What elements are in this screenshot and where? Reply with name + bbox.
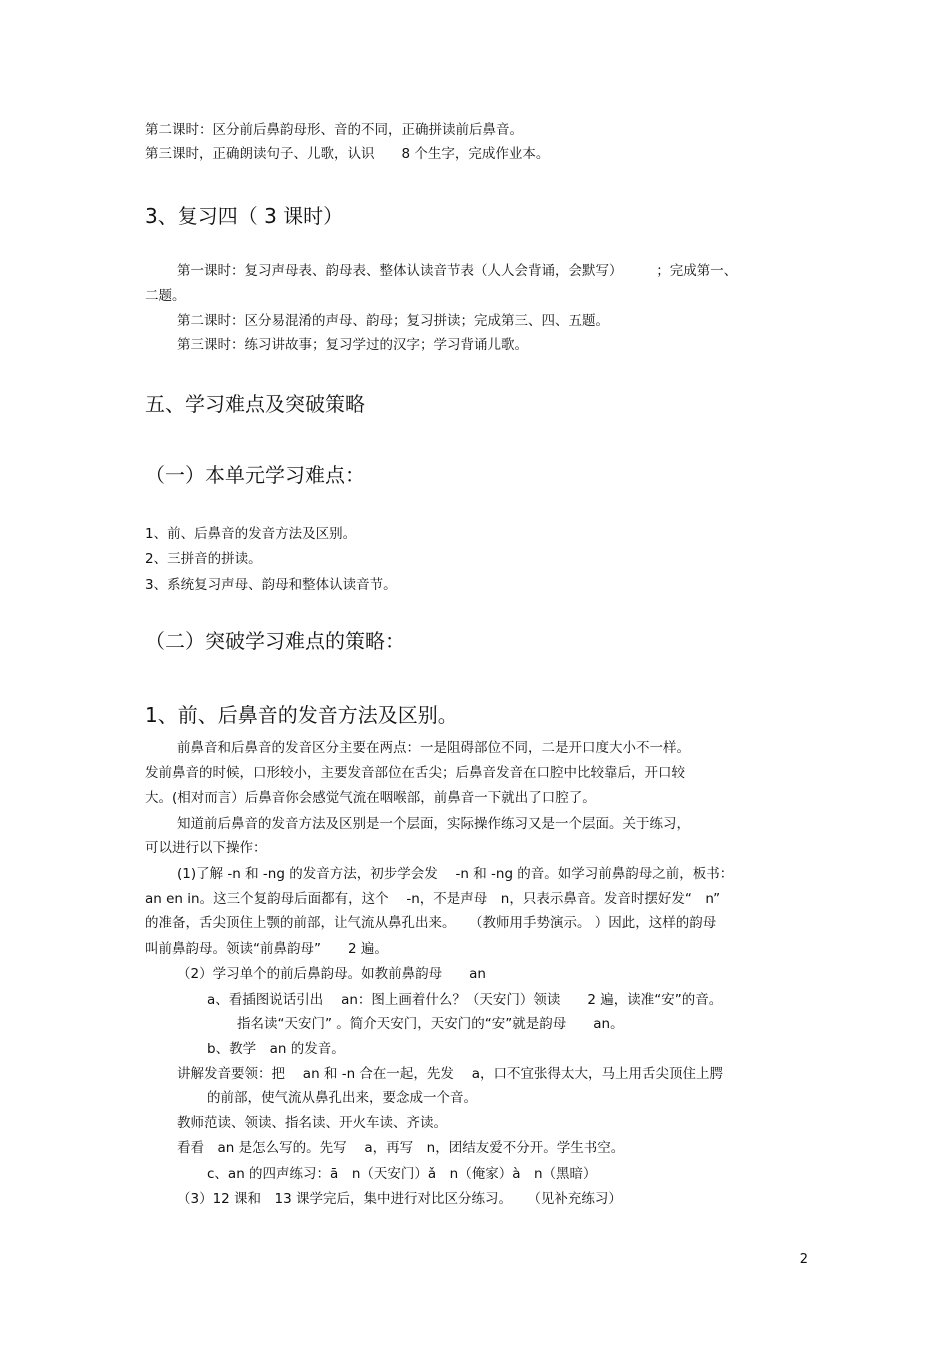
- topic-heading: 1、前、后鼻音的发音方法及区别。: [145, 703, 458, 727]
- text-line: 叫前鼻韵母。领读“前鼻韵母” 2 遍。: [145, 941, 388, 957]
- text-line: （3）12 课和 13 课学完后，集中进行对比区分练习。 （见补充练习）: [177, 1191, 622, 1207]
- list-item: 2、三拼音的拼读。: [145, 551, 262, 567]
- section-heading: 五、学习难点及突破策略: [145, 392, 365, 416]
- text-line: 第三课时：练习讲故事；复习学过的汉字；学习背诵儿歌。: [177, 337, 528, 353]
- text-line: 二题。: [145, 288, 186, 304]
- text-line: 第一课时：复习声母表、韵母表、整体认读音节表（人人会背诵，会默写） ；完成第一、: [177, 263, 738, 279]
- text-line: 教师范读、领读、指名读、开火车读、齐读。: [177, 1115, 447, 1131]
- text-line: 指名读“天安门” 。简介天安门，天安门的“安”就是韵母 an。: [237, 1016, 624, 1032]
- page-number: 2: [799, 1252, 808, 1267]
- list-item: 3、系统复习声母、韵母和整体认读音节。: [145, 577, 397, 593]
- text-line: 知道前后鼻音的发音方法及区别是一个层面，实际操作练习又是一个层面。关于练习，: [177, 816, 690, 832]
- text-line: 可以进行以下操作：: [145, 840, 267, 856]
- text-line: 前鼻音和后鼻音的发音区分主要在两点：一是阻碍部位不同，二是开口度大小不一样。: [177, 740, 690, 756]
- text-line: 的准备，舌尖顶住上颚的前部，让气流从鼻孔出来。 （教师用手势演示。 ）因此，这样的韵母: [145, 915, 717, 931]
- text-line: 发前鼻音的时候，口形较小，主要发音部位在舌尖；后鼻音发音在口腔中比较靠后，开口较: [145, 765, 685, 781]
- text-line: 的前部，使气流从鼻孔出来，要念成一个音。: [207, 1090, 477, 1106]
- text-line: 大。(相对而言）后鼻音你会感觉气流在咽喉部，前鼻音一下就出了口腔了。: [145, 790, 596, 806]
- text-line: （2）学习单个的前后鼻韵母。如教前鼻韵母 an: [177, 966, 486, 982]
- text-line: 第三课时，正确朗读句子、儿歌，认识 8 个生字，完成作业本。: [145, 146, 550, 162]
- text-line: a、看插图说话引出 an：图上画着什么？（天安门）领读 2 遍，读准“安”的音。: [207, 992, 723, 1008]
- text-line: 看看 an 是怎么写的。先写 a，再写 n，团结友爱不分开。学生书空。: [177, 1140, 625, 1156]
- text-line: 讲解发音要领：把 an 和 -n 合在一起，先发 a，口不宜张得太大，马上用舌尖顶住上腭: [177, 1066, 723, 1082]
- text-line: an en in。这三个复韵母后面都有，这个 -n，不是声母 n，只表示鼻音。发音时摆好发“ n”: [145, 891, 721, 907]
- text-line: c、an 的四声练习：ā n（天安门）ǎ n（俺家）à n（黑暗）: [207, 1166, 597, 1182]
- list-item: 1、前、后鼻音的发音方法及区别。: [145, 526, 357, 542]
- subsection-heading: （一）本单元学习难点：: [145, 463, 365, 487]
- section-heading: 3、复习四（ 3 课时）: [145, 204, 344, 228]
- text-line: (1)了解 -n 和 -ng 的发音方法，初步学会发 -n 和 -ng 的音。如学习前鼻韵母之前，板书：: [177, 866, 734, 882]
- text-line: b、教学 an 的发音。: [207, 1041, 345, 1057]
- text-line: 第二课时：区分易混淆的声母、韵母；复习拼读；完成第三、四、五题。: [177, 313, 609, 329]
- subsection-heading: （二）突破学习难点的策略：: [145, 629, 405, 653]
- text-line: 第二课时：区分前后鼻韵母形、音的不同，正确拼读前后鼻音。: [145, 122, 523, 138]
